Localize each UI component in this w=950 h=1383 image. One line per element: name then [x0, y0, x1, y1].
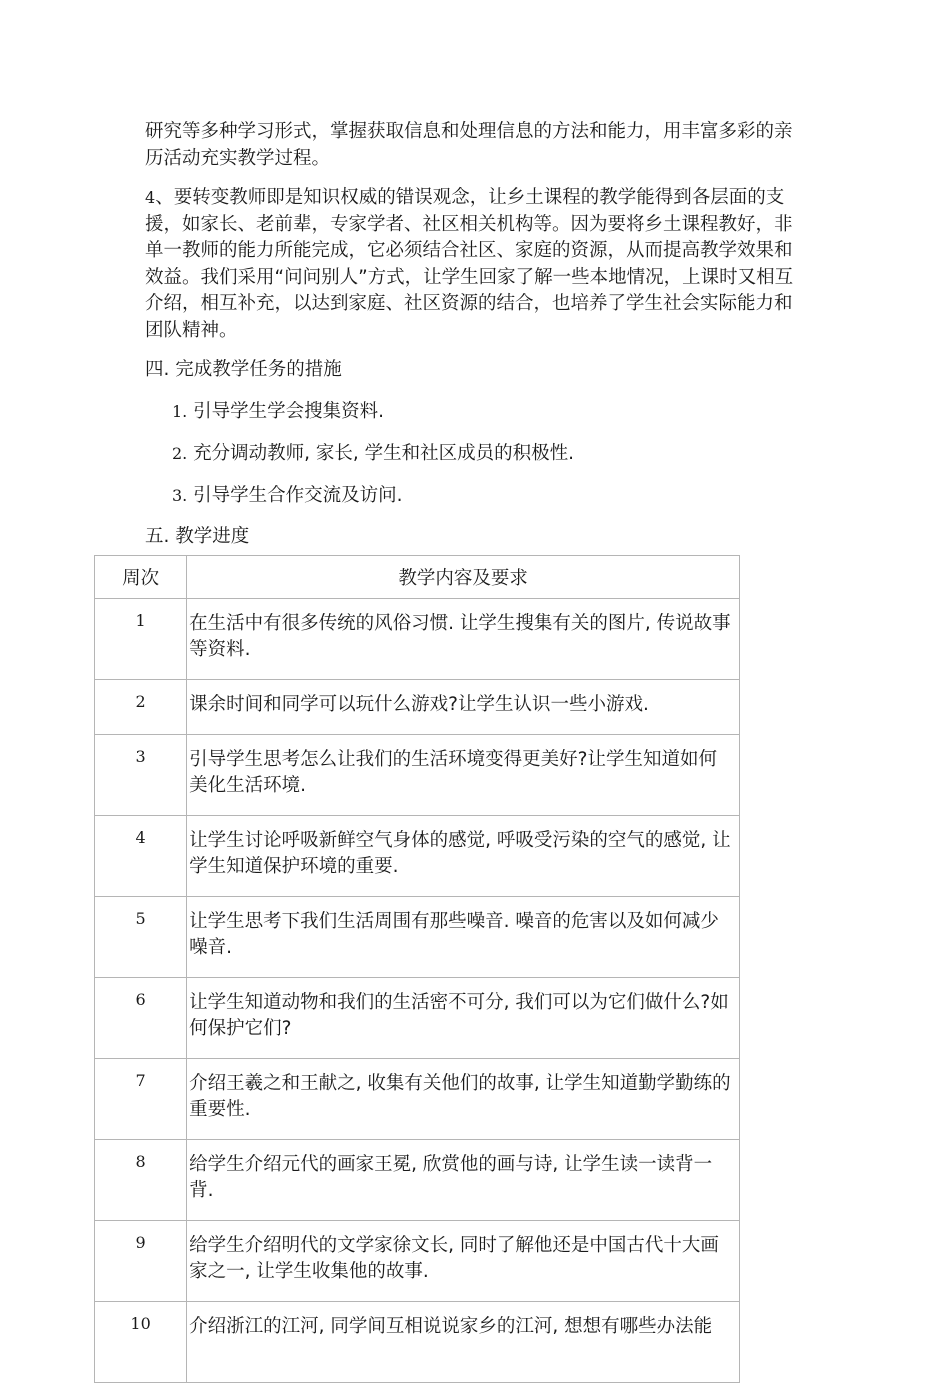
table-header-row [95, 556, 740, 599]
week-cell: 7 [95, 1059, 187, 1140]
paragraph-continuation: 研究等多种学习形式，掌握获取信息和处理信息的方法和能力，用丰富多彩的亲历活动充实教学过程。 [145, 121, 793, 169]
week-cell: 2 [95, 680, 187, 735]
table-row [95, 680, 740, 735]
week-cell: 9 [95, 1221, 187, 1302]
table-row [95, 1059, 740, 1140]
week-cell: 4 [95, 816, 187, 897]
content-cell: 给学生介绍明代的文学家徐文长, 同时了解他还是中国古代十大画家之一, 让学生收集他的故事. [187, 1221, 740, 1302]
content-cell: 让学生思考下我们生活周围有那些噪音. 噪音的危害以及如何减少噪音. [187, 897, 740, 978]
schedule-table [94, 555, 740, 1383]
paragraph-text: 、要转变教师即是知识权威的错误观念，让乡土课程的教学能得到各层面的支援，如家长、老前辈，专家学者、社区相关机构等。因为要将乡土课程教好，非单一教师的能力所能完成，它必须结合社区、家庭的资源，从而提高教学效果和效益。我们采用“问问别人”方式，让学生回家了解一些本地情况，上课时又相互介绍，相互补充，以达到家庭、社区资源的结合，也培养了学生社会实际能力和团队精神。 [145, 187, 794, 341]
content-cell: 让学生知道动物和我们的生活密不可分, 我们可以为它们做什么?如何保护它们? [187, 978, 740, 1059]
table-row [95, 1221, 740, 1302]
measure-number: 1. [172, 402, 188, 421]
table-row [95, 816, 740, 897]
header-week: 周次 [95, 556, 187, 599]
measure-text: 引导学生合作交流及访问. [193, 485, 403, 506]
content-cell: 介绍王羲之和王献之, 收集有关他们的故事, 让学生知道勤学勤练的重要性. [187, 1059, 740, 1140]
measure-item [172, 441, 574, 467]
week-cell: 8 [95, 1140, 187, 1221]
table-row [95, 1140, 740, 1221]
table-row [95, 1302, 740, 1383]
table-row [95, 599, 740, 680]
week-cell: 1 [95, 599, 187, 680]
schedule-table-container [94, 555, 740, 1337]
content-cell: 给学生介绍元代的画家王冕, 欣赏他的画与诗, 让学生读一读背一背. [187, 1140, 740, 1221]
measure-number: 3. [172, 486, 188, 505]
content-cell: 在生活中有很多传统的风俗习惯. 让学生搜集有关的图片, 传说故事等资料. [187, 599, 740, 680]
measure-text: 引导学生学会搜集资料. [193, 401, 385, 422]
table-row [95, 978, 740, 1059]
measure-number: 2. [172, 444, 188, 463]
section-heading-measures: 四. 完成教学任务的措施 [145, 359, 342, 380]
content-cell: 课余时间和同学可以玩什么游戏?让学生认识一些小游戏. [187, 680, 740, 735]
section-heading-schedule: 五. 教学进度 [145, 526, 250, 547]
paragraph-number: 4 [145, 188, 156, 207]
week-cell: 3 [95, 735, 187, 816]
table-row [95, 897, 740, 978]
table-row [95, 735, 740, 816]
week-cell: 5 [95, 897, 187, 978]
content-cell: 介绍浙江的江河, 同学间互相说说家乡的江河, 想想有哪些办法能 [187, 1302, 740, 1383]
header-content: 教学内容及要求 [187, 556, 740, 599]
measure-item [172, 399, 384, 425]
paragraph-item-4 [145, 185, 805, 344]
week-cell: 10 [95, 1302, 187, 1383]
measure-text: 充分调动教师, 家长, 学生和社区成员的积极性. [193, 443, 575, 464]
content-cell: 引导学生思考怎么让我们的生活环境变得更美好?让学生知道如何美化生活环境. [187, 735, 740, 816]
week-cell: 6 [95, 978, 187, 1059]
measure-item [172, 483, 403, 509]
content-cell: 让学生讨论呼吸新鲜空气身体的感觉, 呼吸受污染的空气的感觉, 让学生知道保护环境的重要. [187, 816, 740, 897]
